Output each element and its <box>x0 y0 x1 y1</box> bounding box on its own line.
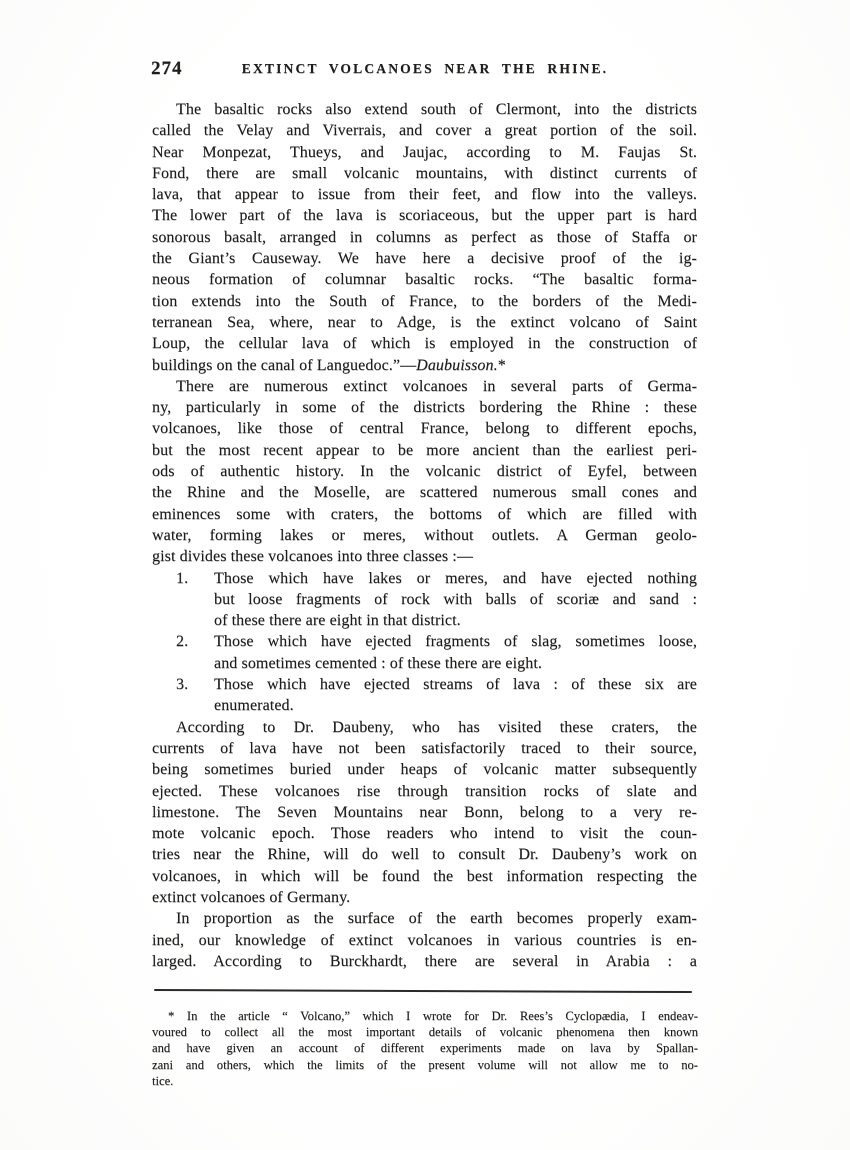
text-line: volcanoes, in which will be found the best information respecting the <box>152 867 697 885</box>
text-line: ny, particularly in some of the districts bordering the Rhine : these <box>152 399 697 417</box>
text-line: neous formation of columnar basaltic rocks. “The basaltic forma- <box>152 271 697 289</box>
paragraph <box>152 376 697 568</box>
running-title: EXTINCT VOLCANOES NEAR THE RHINE. <box>241 61 609 76</box>
text-line: the Rhine and the Moselle, are scattered numerous small cones and <box>152 484 697 502</box>
text-line: of these there are eight in that district. <box>214 612 461 630</box>
text-line: being sometimes buried under heaps of volcanic matter subsequently <box>152 761 697 779</box>
text-line: Those which have ejected streams of lava : of these six are <box>214 676 697 694</box>
text-line: mote volcanic epoch. Those readers who intend to visit the coun- <box>152 825 697 843</box>
paragraph <box>152 717 697 909</box>
text-line: According to Dr. Daubeny, who has visited these craters, the <box>176 718 697 736</box>
page-header <box>0 58 850 84</box>
list-item <box>152 631 697 674</box>
text-line: ined, our knowledge of extinct volcanoes in various countries is en- <box>152 931 697 949</box>
text-line: terranean Sea, where, near to Adge, is the extinct volcano of Saint <box>152 313 697 331</box>
text-line: tion extends into the South of France, to the borders of the Medi- <box>152 292 697 310</box>
plain-text: * <box>497 356 506 374</box>
footnote-rule <box>154 989 692 993</box>
text-line: Loup, the cellular lava of which is employed in the construction of <box>152 335 697 353</box>
text-line: tice. <box>152 1073 174 1088</box>
list-item-number: 3. <box>176 676 189 694</box>
plain-text: buildings on the canal of Languedoc.”— <box>152 356 417 374</box>
text-line: larged. According to Burckhardt, there are several in Arabia : a <box>152 952 697 970</box>
text-line: sonorous basalt, arranged in columns as perfect as those of Staffa or <box>152 228 697 246</box>
text-line: the Giant’s Causeway. We have here a decisive proof of the ig- <box>152 250 697 268</box>
text-line: limestone. The Seven Mountains near Bonn, belong to a very re- <box>152 803 697 821</box>
list-item <box>152 568 697 632</box>
text-line: and have given an account of different experiments made on lava by Spallan- <box>152 1041 698 1056</box>
text-line: volcanoes, like those of central France, belong to different epochs, <box>152 420 697 438</box>
text-line: but the most recent appear to be more ancient than the earliest peri- <box>152 441 697 459</box>
text-line: but loose fragments of rock with balls of scoriæ and sand : <box>214 590 697 608</box>
paragraph <box>152 99 697 376</box>
text-line: voured to collect all the most important details of volcanic phenomena then known <box>152 1025 698 1040</box>
text-line: * In the article “ Volcano,” which I wrote for Dr. Rees’s Cyclopædia, I endeav- <box>168 1009 698 1023</box>
text-line <box>152 355 697 376</box>
text-line: Fond, there are small volcanic mountains, with distinct currents of <box>152 164 697 182</box>
text-line: enumerated. <box>214 697 294 715</box>
text-line: extinct volcanoes of Germany. <box>152 888 351 906</box>
text-line: The lower part of the lava is scoriaceous, but the upper part is hard <box>152 207 697 225</box>
text-line: The basaltic rocks also extend south of Clermont, into the districts <box>176 101 697 118</box>
text-line: In proportion as the surface of the earth becomes properly exam- <box>176 910 697 928</box>
text-line: and sometimes cemented : of these there are eight. <box>214 654 542 672</box>
text-line: currents of lava have not been satisfactorily traced to their source, <box>152 739 697 757</box>
text-line: gist divides these volcanoes into three classes :— <box>152 548 473 566</box>
footnote-paragraph <box>152 1008 698 1089</box>
text-line: Those which have lakes or meres, and have ejected nothing <box>214 569 697 587</box>
text-line: called the Velay and Viverrais, and cover a great portion of the soil. <box>152 122 697 140</box>
text-line: eminences some with craters, the bottoms of which are filled with <box>152 505 697 523</box>
text-line: Those which have ejected fragments of slag, sometimes loose, <box>214 633 697 651</box>
list-item-number: 2. <box>176 633 189 651</box>
text-line: water, forming lakes or meres, without outlets. A German geolo- <box>152 526 697 544</box>
text-line: Near Monpezat, Thueys, and Jaujac, according to M. Faujas St. <box>152 143 697 161</box>
page-body <box>152 99 697 972</box>
page-number: 274 <box>151 58 183 79</box>
text-line: ods of authentic history. In the volcanic district of Eyfel, between <box>152 463 697 481</box>
list-item-number: 1. <box>176 569 189 587</box>
text-line: There are numerous extinct volcanoes in several parts of Germa- <box>176 377 697 395</box>
list-item <box>152 674 697 717</box>
footnote <box>152 1008 698 1089</box>
text-line: zani and others, which the limits of the present volume will not allow me to no- <box>152 1057 698 1072</box>
text-line: ejected. These volcanoes rise through transition rocks of slate and <box>152 782 697 800</box>
paragraph <box>152 908 697 972</box>
italic-text: Daubuisson. <box>416 356 498 374</box>
text-line: lava, that appear to issue from their feet, and flow into the valleys. <box>152 186 697 204</box>
text-line: tries near the Rhine, will do well to consult Dr. Daubeny’s work on <box>152 846 697 864</box>
